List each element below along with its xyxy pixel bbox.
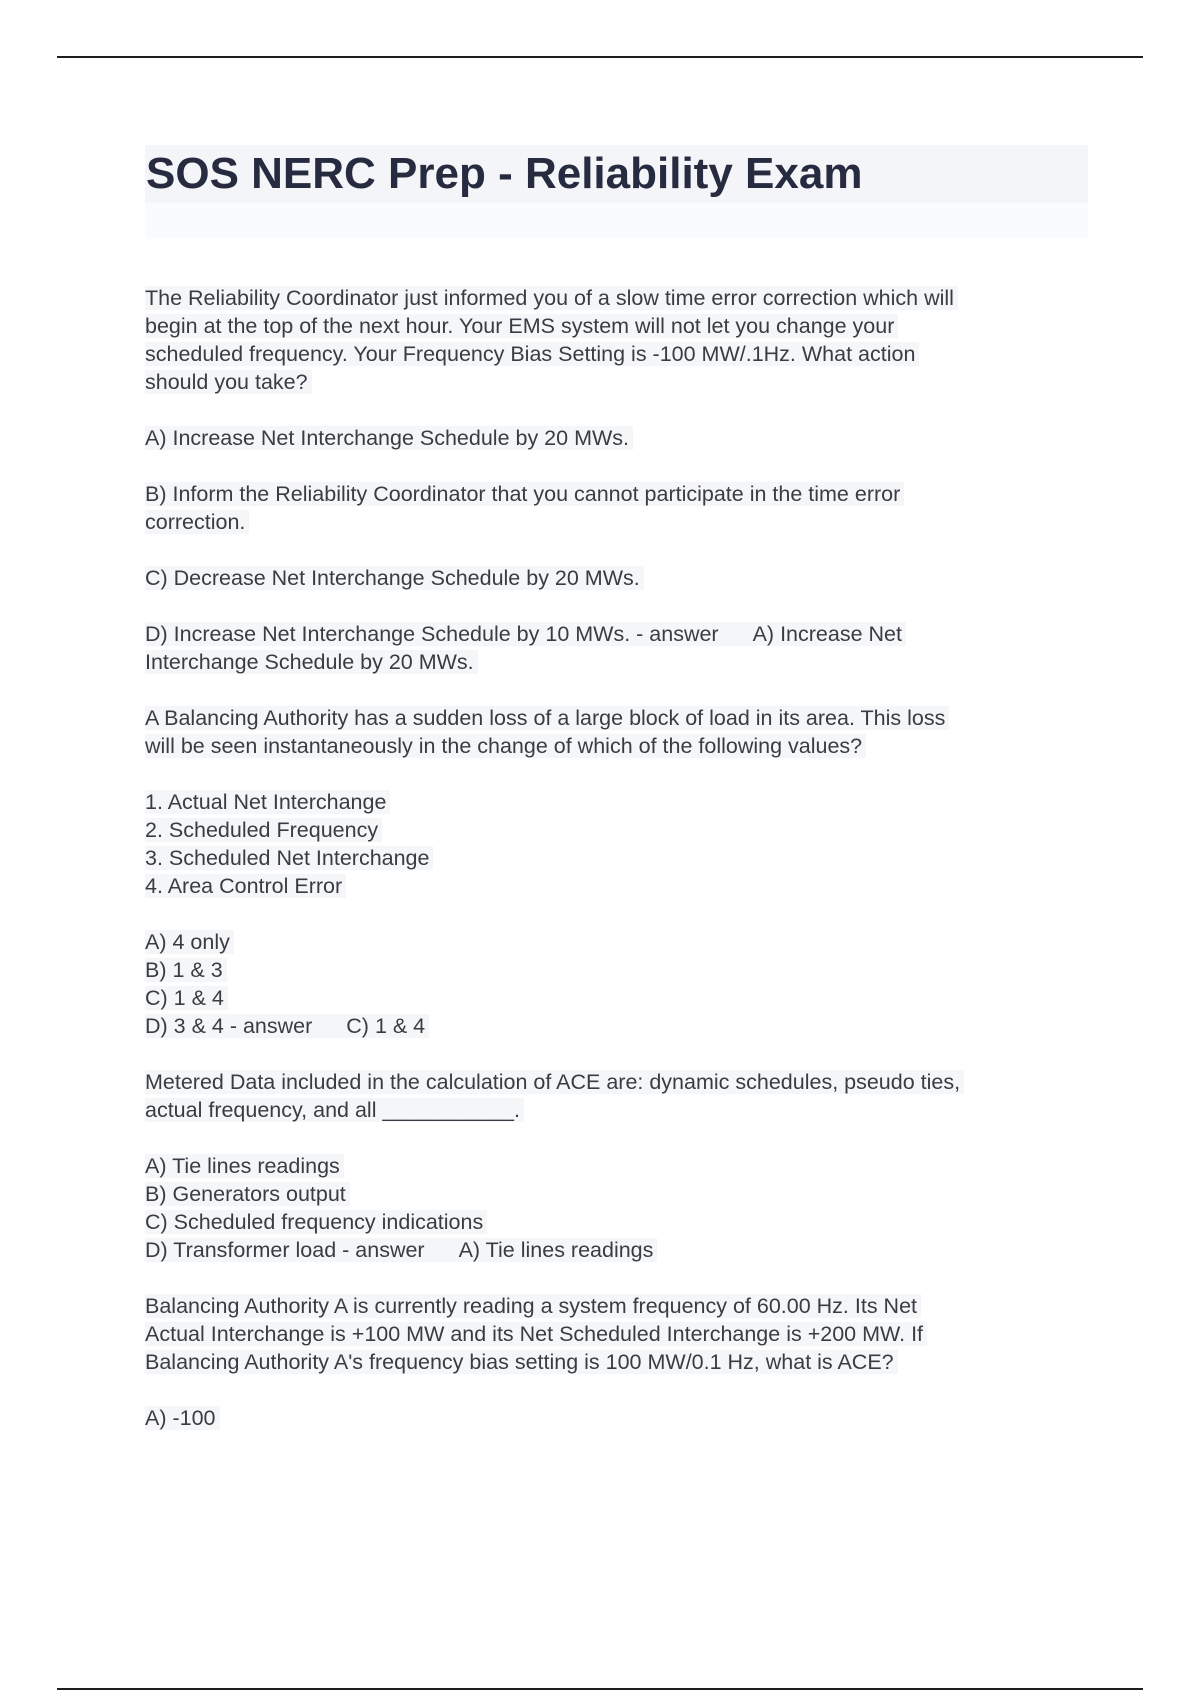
- answer-text: C) 1 & 4: [346, 1014, 426, 1038]
- top-divider: [57, 56, 1143, 58]
- document-body: [145, 284, 1075, 1460]
- question-2-options: [145, 928, 1075, 1040]
- question-1-stem: [145, 284, 1075, 396]
- option-text: C) Scheduled frequency indications: [145, 1210, 487, 1234]
- option-text: A) Tie lines readings: [145, 1154, 344, 1178]
- question-text-line: Metered Data included in the calculation of ACE are: dynamic schedules, pseudo ties,: [145, 1070, 964, 1094]
- list-item: 4. Area Control Error: [145, 874, 346, 898]
- option-text: D) Increase Net Interchange Schedule by 10 MWs. - answer: [145, 622, 719, 646]
- title-highlight-lower: [145, 203, 1088, 239]
- question-4-option-a: [145, 1404, 1075, 1432]
- question-3-stem: [145, 1068, 1075, 1124]
- question-text-line: actual frequency, and all ___________.: [145, 1098, 524, 1122]
- list-item: 2. Scheduled Frequency: [145, 818, 382, 842]
- option-text: C) Decrease Net Interchange Schedule by 20 MWs.: [145, 566, 644, 590]
- question-text-line: The Reliability Coordinator just informed you of a slow time error correction which will: [145, 286, 958, 310]
- document-title: SOS NERC Prep - Reliability Exam: [146, 149, 863, 198]
- answer-text: A) Increase Net: [752, 622, 902, 646]
- option-text: A) 4 only: [145, 930, 234, 954]
- answer-text: A) Tie lines readings: [458, 1238, 654, 1262]
- question-text-line: begin at the top of the next hour. Your EMS system will not let you change your: [145, 314, 898, 338]
- question-4-stem: [145, 1292, 1075, 1376]
- question-2-items: [145, 788, 1075, 900]
- question-text-line: will be seen instantaneously in the change of which of the following values?: [145, 734, 866, 758]
- question-text-line: Balancing Authority A's frequency bias setting is 100 MW/0.1 Hz, what is ACE?: [145, 1350, 898, 1374]
- option-text: A) Increase Net Interchange Schedule by 20 MWs.: [145, 426, 633, 450]
- bottom-divider: [57, 1688, 1143, 1690]
- list-item: 3. Scheduled Net Interchange: [145, 846, 433, 870]
- question-2-stem: [145, 704, 1075, 760]
- question-text-line: should you take?: [145, 370, 312, 394]
- question-1-option-d-answer: [145, 620, 1075, 676]
- option-text: B) Generators output: [145, 1182, 350, 1206]
- question-text-line: Actual Interchange is +100 MW and its Net Scheduled Interchange is +200 MW. If: [145, 1322, 927, 1346]
- option-text: A) -100: [145, 1406, 220, 1430]
- option-text: B) Inform the Reliability Coordinator that you cannot participate in the time error: [145, 482, 904, 506]
- question-3-options: [145, 1152, 1075, 1264]
- option-text: D) Transformer load - answer: [145, 1238, 425, 1262]
- option-text: D) 3 & 4 - answer: [145, 1014, 313, 1038]
- list-item: 1. Actual Net Interchange: [145, 790, 390, 814]
- question-1-option-a: [145, 424, 1075, 452]
- question-text-line: scheduled frequency. Your Frequency Bias Setting is -100 MW/.1Hz. What action: [145, 342, 919, 366]
- answer-text: Interchange Schedule by 20 MWs.: [145, 650, 478, 674]
- question-1-option-c: [145, 564, 1075, 592]
- question-1-option-b: [145, 480, 1075, 536]
- question-text-line: A Balancing Authority has a sudden loss of a large block of load in its area. This loss: [145, 706, 949, 730]
- option-text: B) 1 & 3: [145, 958, 227, 982]
- option-text: C) 1 & 4: [145, 986, 228, 1010]
- option-text: correction.: [145, 510, 249, 534]
- question-text-line: Balancing Authority A is currently reading a system frequency of 60.00 Hz. Its Net: [145, 1294, 921, 1318]
